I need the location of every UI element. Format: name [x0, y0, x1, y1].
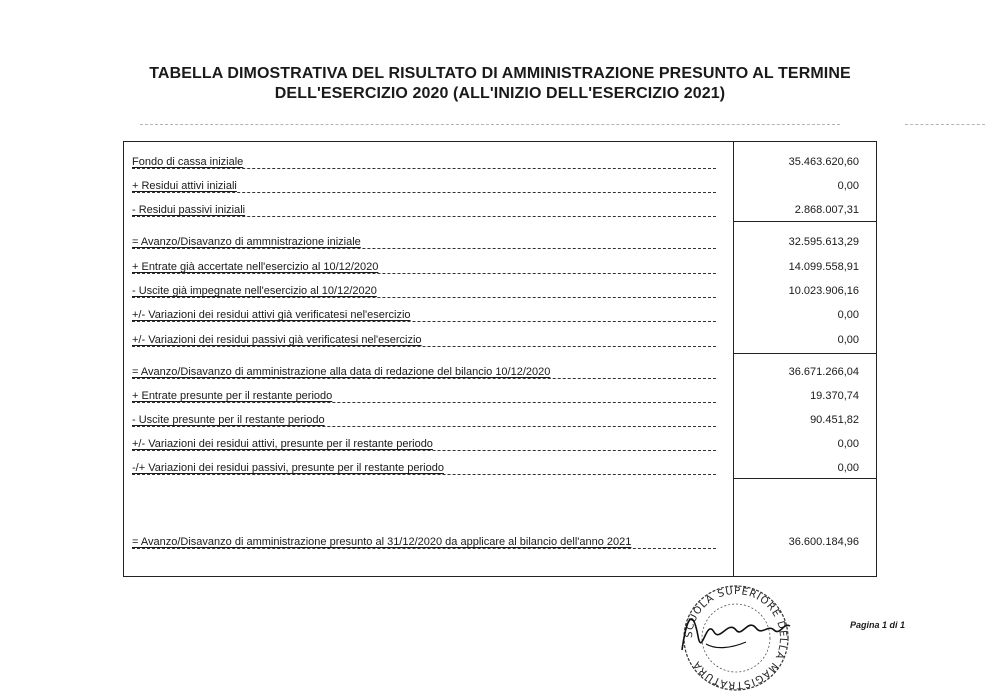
row-label: -/+ Variazioni dei residui passivi, presunte per il restante periodo — [132, 462, 444, 474]
row-value: 35.463.620,60 — [788, 156, 859, 168]
title-line-2: DELL'ESERCIZIO 2020 (ALL'INIZIO DELL'ESERCIZIO 2021) — [274, 85, 726, 102]
row-value: 36.671.266,04 — [788, 366, 859, 378]
page-number: Pagina 1 di 1 — [850, 620, 906, 630]
row-value: 0,00 — [837, 180, 859, 192]
row-label: +/- Variazioni dei residui passivi già verificatesi nel'esercizio — [132, 334, 422, 346]
table-row — [124, 234, 876, 254]
table-row — [124, 436, 876, 456]
scan-artifact-line — [140, 124, 840, 125]
row-value: 36.600.184,96 — [788, 536, 859, 548]
row-label: +/- Variazioni dei residui attivi già verificatesi nel'esercizio — [132, 309, 411, 321]
row-label: = Avanzo/Disavanzo di ammnistrazione iniziale — [132, 236, 361, 248]
row-value: 14.099.558,91 — [788, 261, 859, 273]
table-row — [124, 460, 876, 480]
row-label: + Entrate presunte per il restante periodo — [132, 390, 333, 402]
table-row — [124, 307, 876, 327]
row-value: 0,00 — [837, 462, 859, 474]
row-value: 32.595.613,29 — [788, 236, 859, 248]
row-value: 0,00 — [837, 438, 859, 450]
document-title — [110, 64, 890, 104]
row-label: = Avanzo/Disavanzo di amministrazione presunto al 31/12/2020 da applicare al bilancio dell'anno 2021 — [132, 536, 632, 548]
scan-artifact-line-right — [905, 124, 985, 125]
stamp-text: SCUOLA SUPERIORE DELLA MAGISTRATURA — [683, 585, 789, 691]
title-line-1: TABELLA DIMOSTRATIVA DEL RISULTATO DI AMMINISTRAZIONE PRESUNTO AL TERMINE — [149, 65, 851, 82]
table-row — [124, 202, 876, 222]
row-value: 0,00 — [837, 309, 859, 321]
table-row — [124, 154, 876, 174]
table-row — [124, 283, 876, 303]
table-row — [124, 364, 876, 384]
stamp-inner-ring — [702, 604, 770, 672]
row-label: - Residui passivi iniziali — [132, 204, 246, 216]
signature-underline — [706, 642, 746, 648]
table-row — [124, 259, 876, 279]
official-stamp — [676, 578, 796, 692]
row-label: = Avanzo/Disavanzo di amministrazione alla data di redazione del bilancio 10/12/2020 — [132, 366, 551, 378]
row-label: + Entrate già accertate nell'esercizio al 10/12/2020 — [132, 261, 379, 273]
table-row — [124, 412, 876, 432]
row-label: - Uscite presunte per il restante periodo — [132, 414, 325, 426]
row-label: +/- Variazioni dei residui attivi, presunte per il restante periodo — [132, 438, 433, 450]
table-row — [124, 332, 876, 352]
group-divider-2 — [733, 353, 876, 354]
row-label: - Uscite già impegnate nell'esercizio al 10/12/2020 — [132, 285, 377, 297]
row-value: 0,00 — [837, 334, 859, 346]
table-row — [124, 178, 876, 198]
row-value: 2.868.007,31 — [794, 204, 859, 216]
table-row — [124, 388, 876, 408]
result-table — [123, 141, 877, 577]
row-value: 19.370,74 — [810, 390, 859, 402]
row-value: 90.451,82 — [810, 414, 859, 426]
row-value: 10.023.906,16 — [788, 285, 859, 297]
table-row-total — [124, 534, 876, 554]
row-label: + Residui attivi iniziali — [132, 180, 237, 192]
row-label: Fondo di cassa iniziale — [132, 156, 244, 168]
